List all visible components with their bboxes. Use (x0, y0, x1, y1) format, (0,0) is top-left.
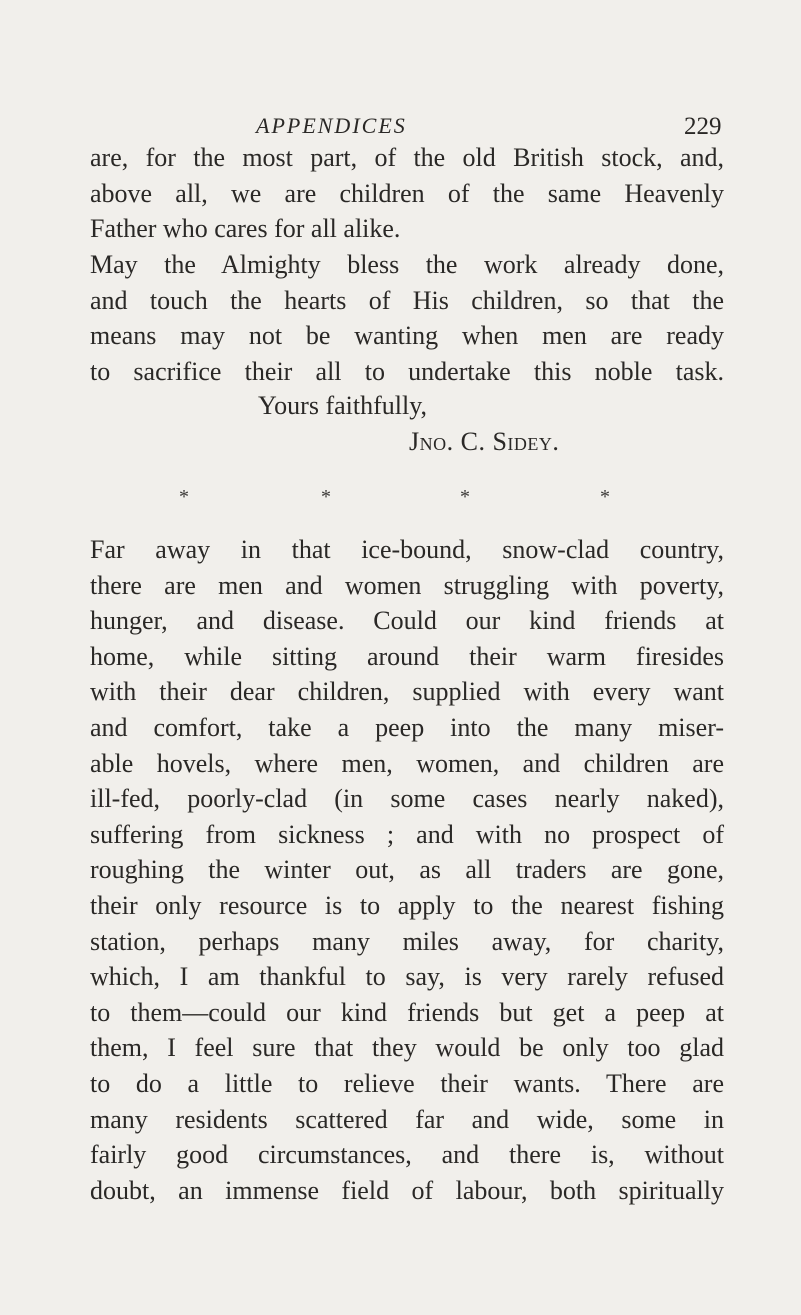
letter-closing (90, 388, 724, 460)
text-line: roughing the winter out, as all traders are gone, (90, 855, 724, 885)
text-line: hunger, and disease. Could our kind friends at (90, 606, 724, 636)
asterisk: * (460, 486, 470, 508)
text-line: many residents scattered far and wide, some in (90, 1104, 724, 1134)
text-line: able hovels, where men, women, and children are (90, 748, 724, 778)
text-line: doubt, an immense field of labour, both spiritually (90, 1175, 724, 1205)
text-line: there are men and women struggling with poverty, (90, 570, 724, 600)
text-line: Far away in that ice-bound, snow-clad country, (90, 535, 724, 564)
text-line: means may not be wanting when men are ready (90, 321, 724, 351)
text-line: their only resource is to apply to the nearest fishing (90, 890, 724, 920)
text-line: fairly good circumstances, and there is, without (90, 1140, 724, 1170)
text-line: above all, we are children of the same Heavenly (90, 178, 724, 208)
valediction: Yours faithfully, (258, 391, 428, 420)
paragraph-3 (90, 532, 724, 1208)
signature: Jno. C. Sidey. (409, 427, 560, 456)
running-title: APPENDICES (256, 113, 407, 138)
paragraph-1 (90, 140, 724, 247)
asterisk: * (600, 486, 610, 508)
text-line: with their dear children, supplied with every want (90, 677, 724, 707)
asterisk: * (321, 486, 331, 508)
text-line: May the Almighty bless the work already done, (90, 250, 724, 279)
text-line: are, for the most part, of the old British stock, and, (90, 143, 724, 172)
text-line: and touch the hearts of His children, so that the (90, 285, 724, 315)
asterisk: * (179, 486, 189, 508)
text-line: them, I feel sure that they would be only too glad (90, 1033, 724, 1063)
text-line: which, I am thankful to say, is very rarely refused (90, 962, 724, 992)
text-line: to do a little to relieve their wants. There are (90, 1068, 724, 1098)
text-line: and comfort, take a peep into the many miser- (90, 712, 724, 742)
text-line: suffering from sickness ; and with no prospect of (90, 819, 724, 849)
page-number: 229 (684, 113, 722, 140)
text-line: station, perhaps many miles away, for charity, (90, 926, 724, 956)
section-separator (0, 485, 801, 509)
text-line: Father who cares for all alike. (90, 214, 401, 244)
page-header (0, 100, 801, 144)
text-line: home, while sitting around their warm firesides (90, 641, 724, 671)
text-line: to sacrifice their all to undertake this noble task. (90, 356, 724, 386)
text-line: to them—could our kind friends but get a peep at (90, 997, 724, 1027)
text-line: ill-fed, poorly-clad (in some cases nearly naked), (90, 784, 724, 814)
paragraph-2 (90, 247, 724, 389)
